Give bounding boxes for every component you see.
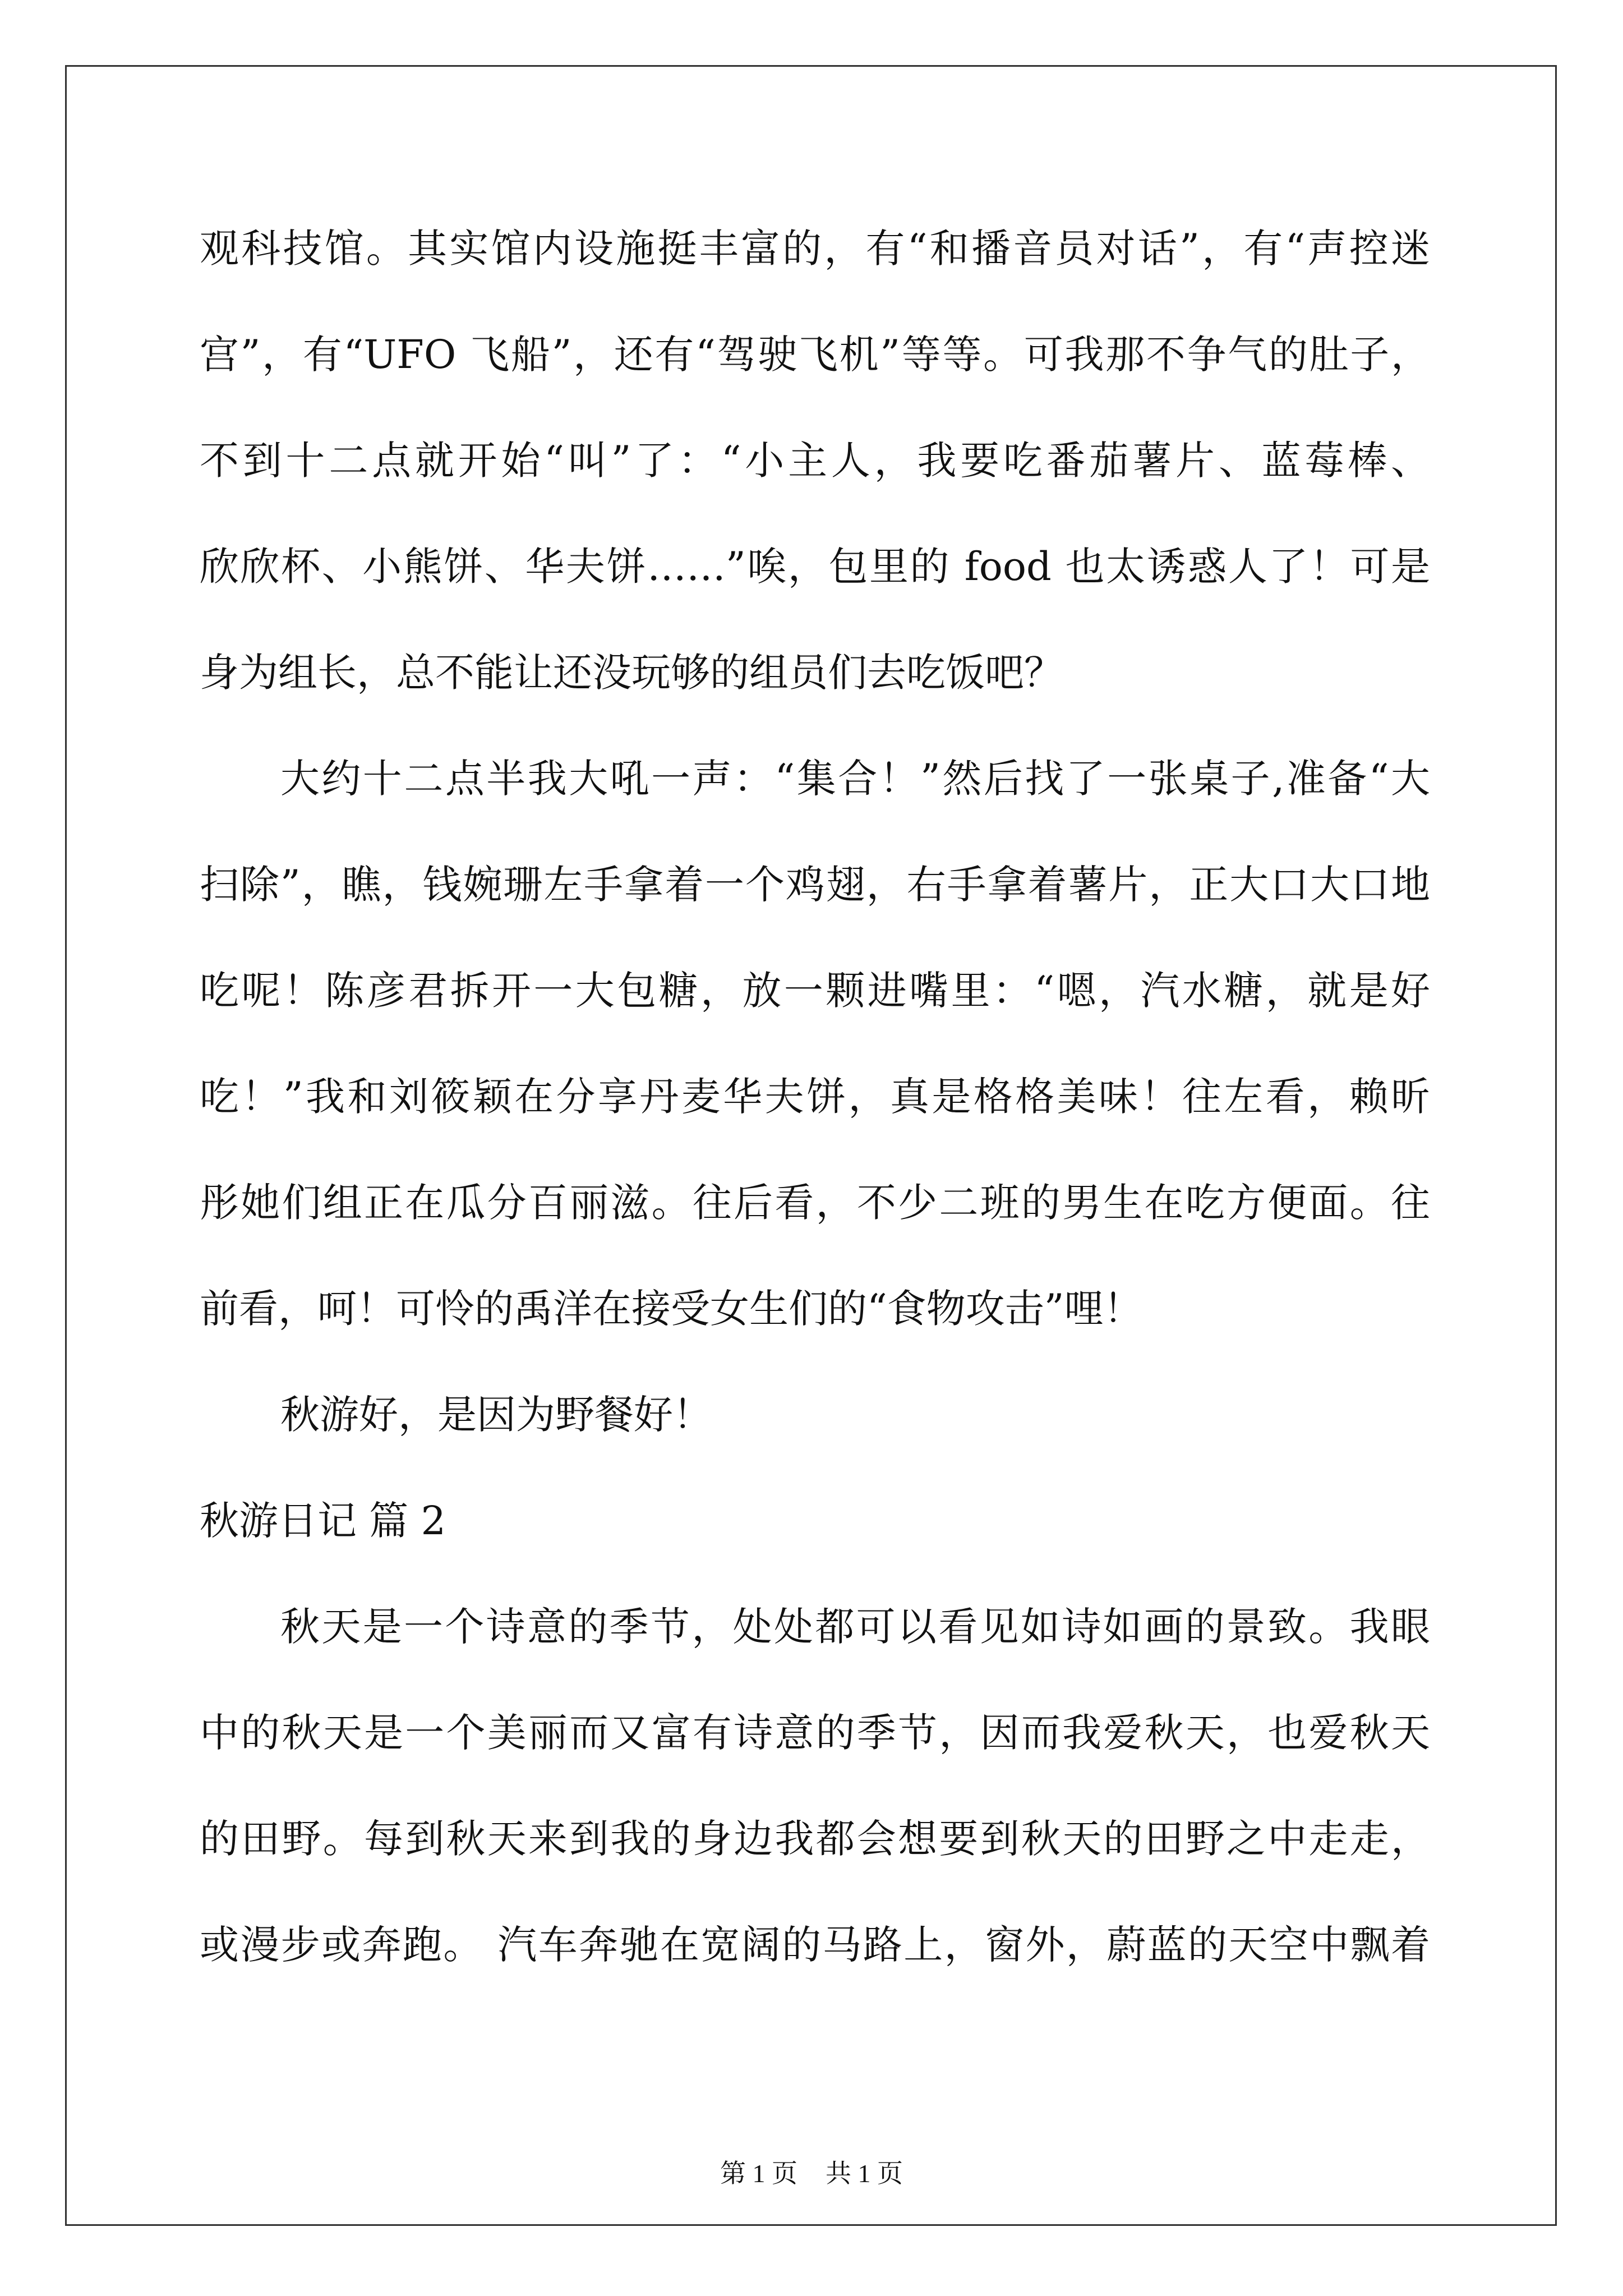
page-footer [0, 2153, 1623, 2190]
paragraph-line: 中的秋天是一个美丽而又富有诗意的季节，因而我爱秋天，也爱秋天 [200, 1710, 1430, 1756]
section-heading: 秋游日记 篇 2 [200, 1498, 446, 1544]
document-body [200, 218, 1430, 2020]
paragraph-line: 吃！”我和刘筱颖在分享丹麦华夫饼，真是格格美味！往左看，赖昕 [200, 1074, 1430, 1120]
paragraph-line: 宫”，有“UFO 飞船”，还有“驾驶飞机”等等。可我那不争气的肚子， [200, 332, 1430, 378]
paragraph-line: 的田野。每到秋天来到我的身边我都会想要到秋天的田野之中走走， [200, 1816, 1430, 1862]
paragraph-line: 前看，呵！可怜的禹洋在接受女生们的“食物攻击”哩！ [200, 1286, 1143, 1332]
paragraph-line: 不到十二点就开始“叫”了：“小主人，我要吃番茄薯片、蓝莓棒、 [200, 438, 1430, 484]
paragraph-line: 秋天是一个诗意的季节，处处都可以看见如诗如画的景致。我眼 [280, 1604, 1430, 1650]
paragraph-line: 吃呢！陈彦君拆开一大包糖，放一颗进嘴里：“嗯，汽水糖，就是好 [200, 968, 1430, 1014]
paragraph-line: 彤她们组正在瓜分百丽滋。往后看，不少二班的男生在吃方便面。往 [200, 1180, 1430, 1226]
page-number: 第 1 页 [720, 2159, 797, 2188]
paragraph-line: 欣欣杯、小熊饼、华夫饼……”唉，包里的 food 也太诱惑人了！可是 [200, 544, 1430, 590]
paragraph-line: 秋游好，是因为野餐好！ [280, 1392, 712, 1438]
paragraph-line: 大约十二点半我大吼一声：“集合！”然后找了一张桌子,准备“大 [280, 756, 1430, 802]
paragraph-line: 或漫步或奔跑。 汽车奔驰在宽阔的马路上，窗外，蔚蓝的天空中飘着 [200, 1922, 1430, 1968]
page-total: 共 1 页 [826, 2159, 903, 2188]
paragraph-line: 观科技馆。其实馆内设施挺丰富的，有“和播音员对话”，有“声控迷 [200, 226, 1430, 272]
paragraph-line: 身为组长，总不能让还没玩够的组员们去吃饭吧？ [200, 650, 1063, 696]
paragraph-line: 扫除”，瞧，钱婉珊左手拿着一个鸡翅，右手拿着薯片，正大口大口地 [200, 862, 1430, 908]
